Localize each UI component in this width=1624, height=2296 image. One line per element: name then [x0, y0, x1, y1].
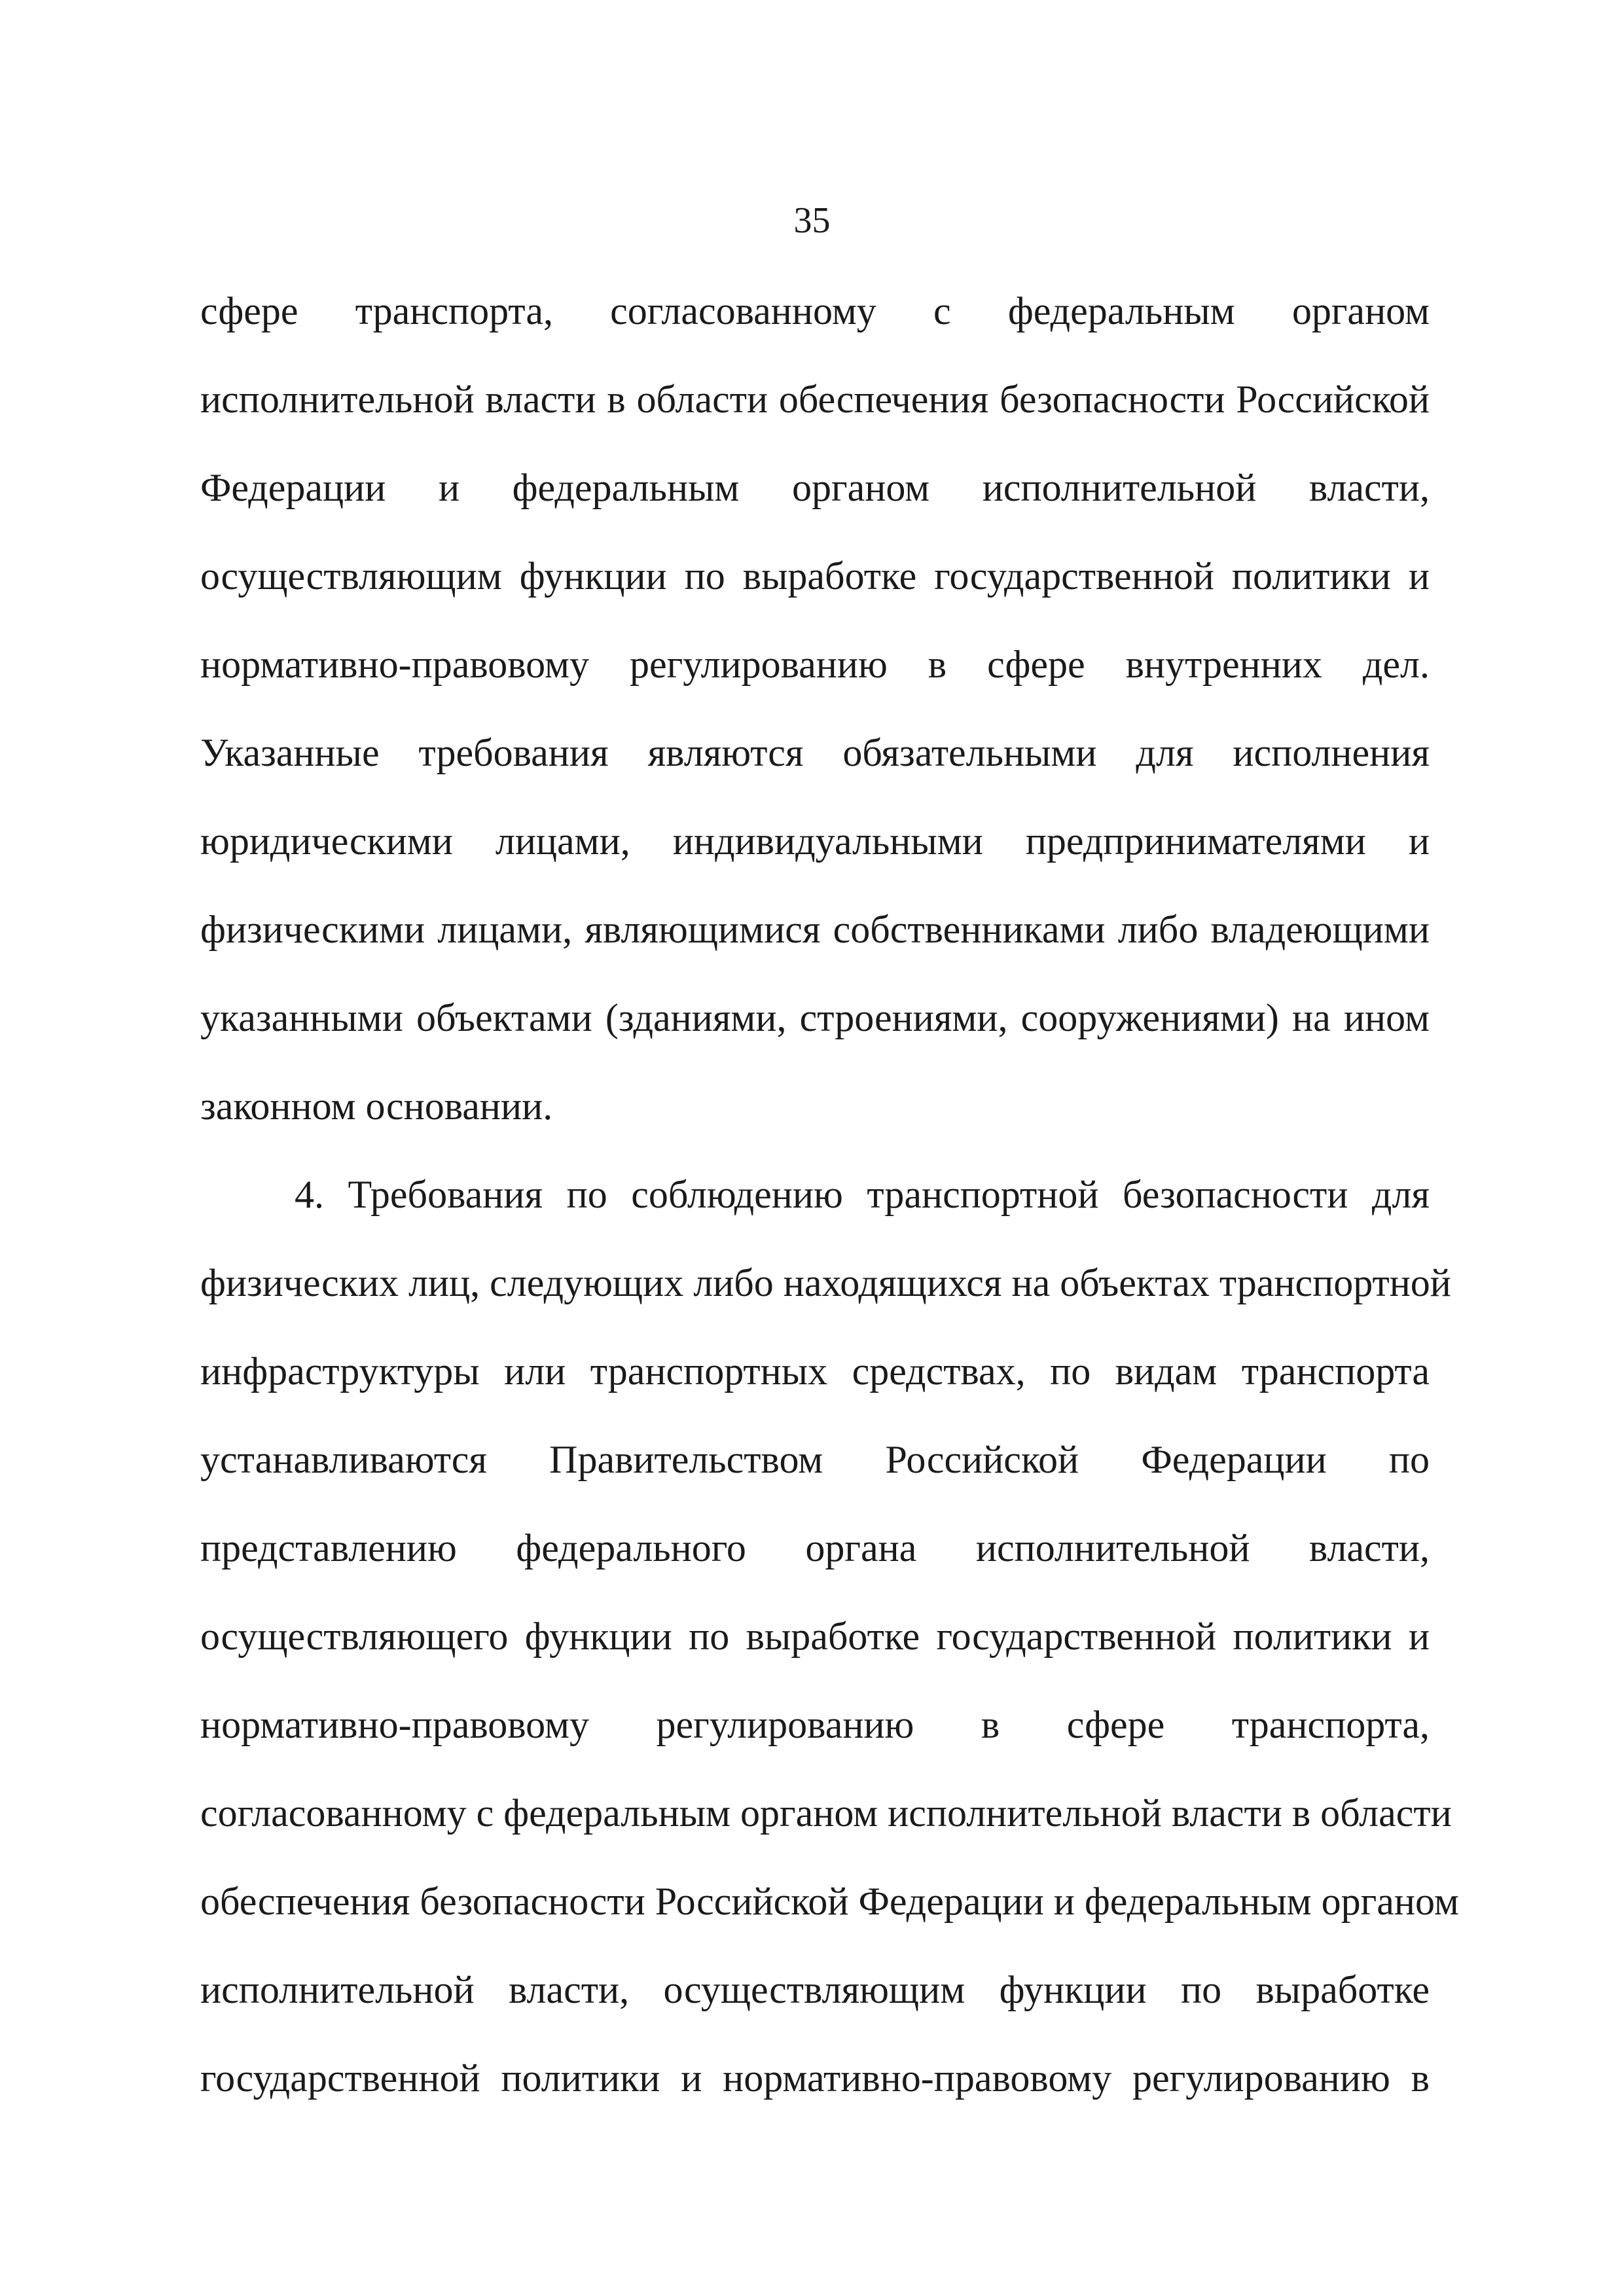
- paragraph-continuation: [200, 288, 1430, 1172]
- page-number: 35: [793, 200, 831, 241]
- text-line: осуществляющего функции по выработке государственной политики и: [200, 1615, 1430, 1658]
- text-line: государственной политики и нормативно-правовому регулированию в: [200, 2056, 1430, 2100]
- text-line: устанавливаются Правительством Российской Федерации по: [200, 1438, 1430, 1481]
- text-line: сфере транспорта, согласованному с федеральным органом: [200, 289, 1430, 332]
- text-line: Указанные требования являются обязательными для исполнения: [200, 731, 1430, 774]
- text-line: 4. Требования по соблюдению транспортной безопасности для: [295, 1173, 1430, 1216]
- text-line: физическими лицами, являющимися собственниками либо владеющими: [200, 908, 1430, 951]
- text-line: нормативно-правовому регулированию в сфере транспорта,: [200, 1703, 1430, 1746]
- text-line: юридическими лицами, индивидуальными предпринимателями и: [200, 819, 1430, 863]
- text-line: инфраструктуры или транспортных средствах, по видам транспорта: [200, 1350, 1430, 1393]
- text-line: Федерации и федеральным органом исполнительной власти,: [200, 466, 1430, 509]
- text-line: нормативно-правовому регулированию в сфере внутренних дел.: [200, 643, 1430, 686]
- text-line: физических лиц, следующих либо находящихся на объектах транспортной: [200, 1261, 1451, 1304]
- text-line: представлению федерального органа исполнительной власти,: [200, 1526, 1430, 1570]
- text-line: осуществляющим функции по выработке государственной политики и: [200, 554, 1430, 598]
- paragraph-4: [200, 1172, 1459, 2144]
- text-line: законном основании.: [200, 1085, 553, 1128]
- text-line: согласованному с федеральным органом исполнительной власти в области: [200, 1791, 1452, 1835]
- text-line: исполнительной власти, осуществляющим функции по выработке: [200, 1968, 1430, 2011]
- text-line: исполнительной власти в области обеспечения безопасности Российской: [200, 378, 1430, 421]
- text-line: обеспечения безопасности Российской Федерации и федеральным органом: [200, 1880, 1459, 1923]
- text-line: указанными объектами (зданиями, строениями, сооружениями) на ином: [200, 996, 1430, 1039]
